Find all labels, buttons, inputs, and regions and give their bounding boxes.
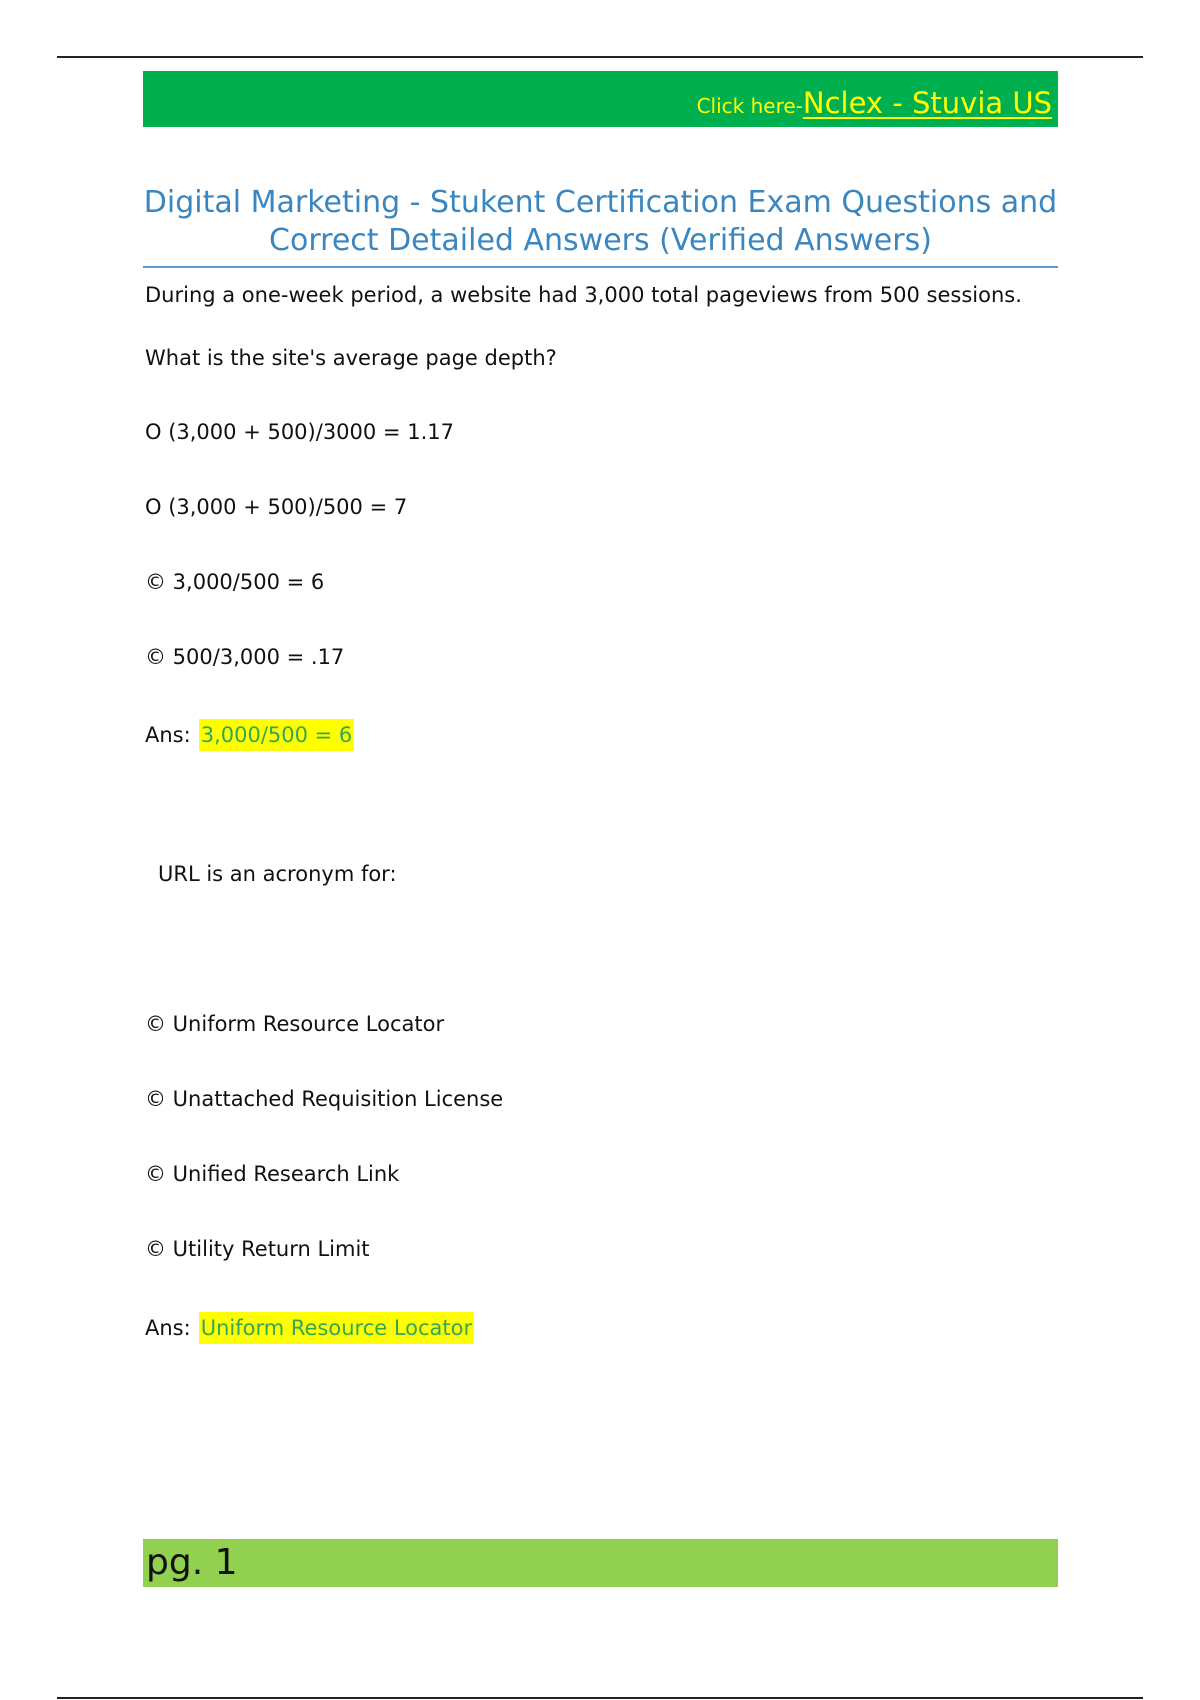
document-title: Digital Marketing - Stukent Certification Exam Questions and Correct Detailed Answers (Verified Answers) [143,185,1058,258]
bottom-rule [57,1697,1143,1699]
question-2-prompt: URL is an acronym for: [158,862,397,886]
banner-site-link[interactable]: Nclex - Stuvia US [802,86,1052,120]
answer-label: Ans: [145,1316,191,1340]
question-1-option-3: © 3,000/500 = 6 [145,570,325,594]
page-number: pg. 1 [146,1542,238,1583]
top-rule [57,56,1143,58]
answer-highlight: 3,000/500 = 6 [199,719,355,751]
question-2-answer-row [145,1315,474,1341]
question-2-option-4: © Utility Return Limit [145,1237,370,1261]
question-2-option-2: © Unattached Requisition License [145,1087,504,1111]
answer-label: Ans: [145,723,191,747]
banner-prefix: Click here- [696,94,803,118]
title-underline [143,266,1058,268]
question-1-answer-row [145,722,354,748]
question-1-option-1: O (3,000 + 500)/3000 = 1.17 [145,420,454,444]
answer-highlight: Uniform Resource Locator [199,1312,474,1344]
question-1-option-2: O (3,000 + 500)/500 = 7 [145,495,408,519]
question-2-option-1: © Uniform Resource Locator [145,1012,445,1036]
stuvia-link[interactable] [696,86,1052,120]
question-1-prompt: What is the site's average page depth? [145,346,557,370]
question-1-stem: During a one-week period, a website had 3,000 total pageviews from 500 sessions. [145,283,1022,307]
question-1-option-4: © 500/3,000 = .17 [145,645,345,669]
footer-bar [143,1539,1058,1587]
question-2-option-3: © Unified Research Link [145,1162,400,1186]
header-banner [143,71,1058,127]
